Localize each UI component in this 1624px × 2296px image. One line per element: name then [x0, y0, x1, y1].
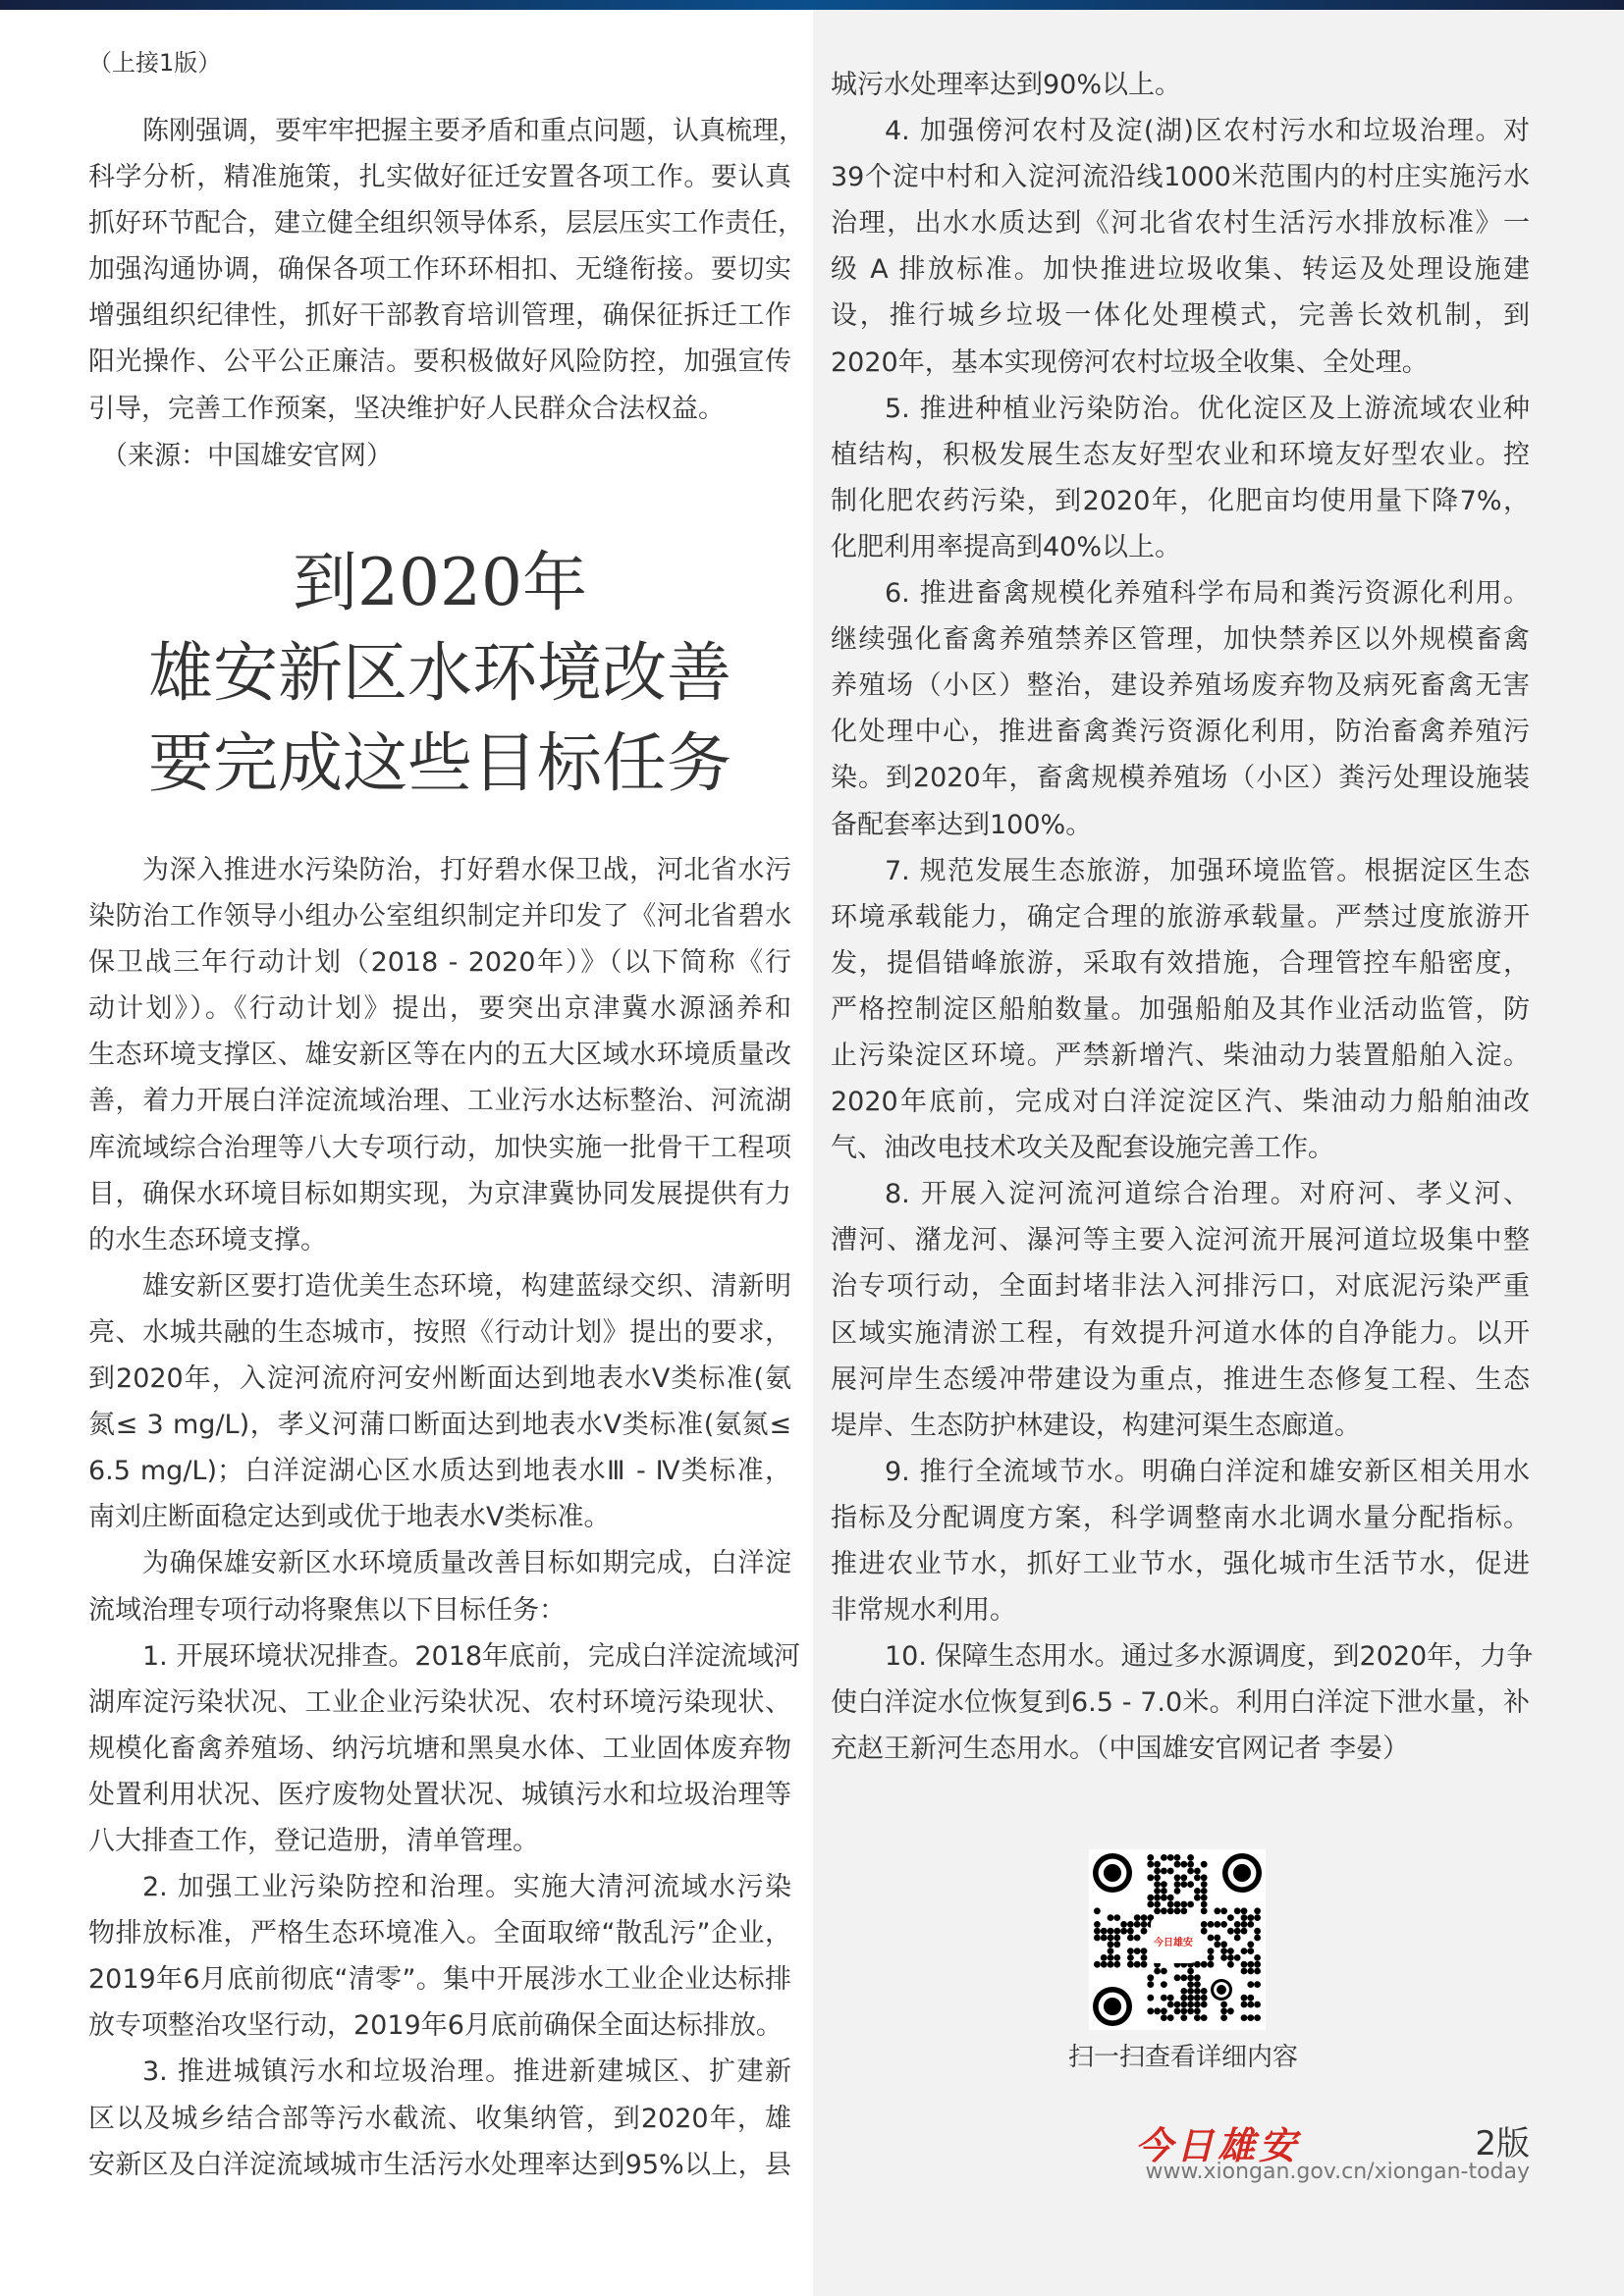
qr-dot: [1214, 1935, 1220, 1942]
qr-dot: [1154, 1968, 1161, 1975]
qr-dot: [1194, 1895, 1201, 1901]
qr-dot: [1227, 1954, 1234, 1961]
qr-dot: [1241, 1921, 1248, 1928]
qr-dot: [1234, 1921, 1241, 1928]
qr-dot: [1141, 1961, 1148, 1968]
text-line: 漕河、潴龙河、瀑河等主要入淀河流开展河道垃圾集中整: [831, 1225, 1530, 1256]
qr-dot: [1247, 2002, 1254, 2008]
qr-dot: [1187, 1854, 1194, 1861]
qr-dot: [1094, 1961, 1101, 1968]
qr-dot: [1254, 1954, 1261, 1961]
text-line: 物排放标准，严格生态环境准入。全面取缔“散乱污”企业，: [88, 1918, 791, 1949]
qr-dot: [1187, 1881, 1194, 1888]
qr-dot: [1247, 1981, 1254, 1988]
qr-dot: [1101, 1961, 1108, 1968]
qr-dot: [1201, 1921, 1208, 1928]
text-line: 设，推行城乡垃圾一体化处理模式，完善长效机制，到: [831, 300, 1530, 332]
text-line: 堤岸、生态防护林建设，构建河渠生态廊道。: [831, 1410, 1361, 1441]
qr-dot: [1201, 2002, 1208, 2008]
text-line: 1. 开展环境状况排查。2018年底前，完成白洋淀流域河: [142, 1640, 801, 1672]
qr-dot: [1120, 1928, 1127, 1935]
qr-dot: [1234, 1935, 1241, 1942]
text-line: 2020年，基本实现傍河农村垃圾全收集、全处理。: [831, 347, 1429, 378]
qr-dot: [1220, 1954, 1227, 1961]
qr-finder-mark: [1217, 1985, 1226, 1995]
qr-dot: [1180, 1881, 1187, 1888]
qr-dot: [1180, 1988, 1187, 1995]
qr-dot: [1254, 2014, 1261, 2021]
qr-dot: [1134, 1948, 1141, 1954]
text-line: 阳光操作、公平公正廉洁。要积极做好风险防控，加强宣传: [88, 347, 791, 378]
text-line: 8. 开展入淀河流河道综合治理。对府河、孝义河、: [885, 1179, 1530, 1210]
qr-dot: [1227, 1914, 1234, 1921]
qr-dot: [1174, 2007, 1181, 2014]
qr-dot: [1254, 1981, 1261, 1988]
qr-dot: [1147, 1995, 1154, 2002]
qr-dot: [1180, 2007, 1187, 2014]
qr-dot: [1254, 1968, 1261, 1975]
qr-dot: [1154, 1874, 1161, 1881]
text-line: 动计划》）。《行动计划》提出，要突出京津冀水源涵养和: [88, 993, 791, 1025]
text-line: 雄安新区要打造优美生态环境，构建蓝绿交织、清新明: [142, 1270, 791, 1302]
top-banner-bar: [0, 0, 1624, 10]
qr-dot: [1174, 1854, 1181, 1861]
text-line: 使白洋淀水位恢复到6.5 - 7.0米。利用白洋淀下泄水量，补: [831, 1687, 1530, 1719]
qr-dot: [1241, 1928, 1248, 1935]
qr-dot: [1113, 1914, 1120, 1921]
text-line: 加强沟通协调，确保各项工作环环相扣、无缝衔接。要切实: [88, 254, 791, 286]
qr-dot: [1167, 1868, 1174, 1875]
qr-dot: [1201, 1907, 1208, 1914]
qr-dot: [1141, 1914, 1148, 1921]
text-line: 制化肥农药污染，到2020年，化肥亩均使用量下降7%，: [831, 485, 1530, 516]
qr-dot: [1141, 1928, 1148, 1935]
text-line: 亮、水城共融的生态城市，按照《行动计划》提出的要求，: [88, 1316, 791, 1348]
qr-dot: [1227, 1928, 1234, 1935]
qr-dot: [1134, 1914, 1141, 1921]
qr-dot: [1180, 1995, 1187, 2002]
text-line: 陈刚强调，要牢牢把握主要矛盾和重点问题，认真梳理，: [142, 116, 805, 146]
qr-dot: [1113, 1941, 1120, 1948]
qr-dot: [1154, 1901, 1161, 1908]
qr-dot: [1161, 1868, 1167, 1875]
qr-dot: [1247, 1961, 1254, 1968]
text-line: 为深入推进水污染防治，打好碧水保卫战，河北省水污: [142, 855, 791, 885]
qr-dot: [1180, 1974, 1187, 1981]
qr-dot: [1141, 1948, 1148, 1954]
qr-dot: [1220, 1948, 1227, 1954]
qr-dot: [1201, 1888, 1208, 1895]
text-line: 生态环境支撑区、雄安新区等在内的五大区域水环境质量改: [88, 1040, 791, 1071]
qr-dot: [1187, 1981, 1194, 1988]
text-line: 止污染淀区环境。严禁新增汽、柴油动力装置船舶入淀。: [831, 1040, 1530, 1071]
qr-dot: [1127, 1928, 1134, 1935]
qr-dot: [1161, 1895, 1167, 1901]
qr-dot: [1187, 1868, 1194, 1875]
qr-dot: [1254, 1914, 1261, 1921]
qr-dot: [1134, 1935, 1141, 1942]
text-line: 9. 推行全流域节水。明确白洋淀和雄安新区相关用水: [885, 1456, 1530, 1487]
qr-dot: [1208, 1921, 1215, 1928]
text-line: 引导，完善工作预案，坚决维护好人民群众合法权益。: [88, 393, 725, 424]
qr-dot: [1127, 1954, 1134, 1961]
qr-dot: [1108, 1914, 1114, 1921]
qr-dot: [1247, 2014, 1254, 2021]
qr-dot: [1187, 2002, 1194, 2008]
article-body-right: [831, 62, 1534, 1772]
qr-dot: [1247, 1968, 1254, 1975]
qr-dot: [1127, 1961, 1134, 1968]
qr-dot: [1161, 1995, 1167, 2002]
text-line: 5. 推进种植业污染防治。优化淀区及上游流域农业种: [885, 393, 1530, 424]
text-line: 区以及城乡结合部等污水截流、收集纳管，到2020年，雄: [88, 2103, 791, 2134]
qr-dot: [1167, 1901, 1174, 1908]
qr-dot: [1214, 1921, 1220, 1928]
title-line: 雄安新区水环境改善: [148, 635, 731, 711]
edition-number: 2版: [1475, 2124, 1530, 2163]
intro-source: （来源：中国雄安官网）: [101, 441, 393, 471]
qr-dot: [1108, 1948, 1114, 1954]
text-line: 增强组织纪律性，抓好干部教育培训管理，确保征拆迁工作: [88, 300, 791, 332]
text-line: 10. 保障生态用水。通过多水源调度，到2020年，力争: [885, 1641, 1534, 1673]
qr-dot: [1174, 1881, 1181, 1888]
qr-dot: [1208, 1935, 1215, 1942]
text-line: 科学分析，精准施策，扎实做好征迁安置各项工作。要认真: [88, 162, 791, 193]
text-line: 植结构，积极发展生态友好型农业和环境友好型农业。控: [831, 439, 1530, 470]
qr-dot: [1247, 1995, 1254, 2002]
text-line: 南刘庄断面稳定达到或优于地表水Ⅴ类标准。: [88, 1502, 611, 1533]
qr-dot: [1113, 1928, 1120, 1935]
qr-dot: [1167, 1854, 1174, 1861]
text-line: 化肥利用率提高到40%以上。: [831, 531, 1182, 562]
qr-dot: [1208, 1948, 1215, 1954]
qr-dot: [1161, 2014, 1167, 2021]
qr-dot: [1180, 2002, 1187, 2008]
qr-dot: [1108, 1954, 1114, 1961]
qr-dot: [1161, 2007, 1167, 2014]
qr-dot: [1167, 1895, 1174, 1901]
qr-dot: [1108, 1961, 1114, 1968]
continued-from-label: （上接1版）: [88, 49, 222, 77]
qr-dot: [1134, 1921, 1141, 1928]
text-line: 推进农业节水，抓好工业节水，强化城市生活节水，促进: [831, 1549, 1530, 1579]
text-line: 处置利用状况、医疗废物处置状况、城镇污水和垃圾治理等: [88, 1779, 791, 1810]
text-line: 到2020年，入淀河流府河安州断面达到地表水Ⅴ类标准(氨: [88, 1363, 791, 1395]
qr-dot: [1220, 1921, 1227, 1928]
qr-dot: [1194, 2014, 1201, 2021]
qr-dot: [1234, 1928, 1241, 1935]
qr-dot: [1108, 1941, 1114, 1948]
qr-dot: [1214, 1907, 1220, 1914]
qr-dot: [1113, 1954, 1120, 1961]
qr-dot: [1113, 1935, 1120, 1942]
qr-dot: [1254, 1928, 1261, 1935]
qr-dot: [1161, 1888, 1167, 1895]
qr-dot: [1214, 1941, 1220, 1948]
article-title: [88, 538, 791, 809]
qr-dot: [1167, 2002, 1174, 2008]
qr-dot: [1194, 2007, 1201, 2014]
qr-dot: [1201, 1901, 1208, 1908]
qr-dot: [1154, 1881, 1161, 1888]
qr-dot: [1187, 2007, 1194, 2014]
qr-dot: [1208, 1954, 1215, 1961]
qr-dot: [1220, 1941, 1227, 1948]
qr-dot: [1094, 1921, 1101, 1928]
text-line: 非常规水利用。: [831, 1595, 1016, 1627]
qr-dot: [1127, 1935, 1134, 1942]
qr-code-image: [1089, 1849, 1266, 2030]
qr-dot: [1174, 1974, 1181, 1981]
text-line: 指标及分配调度方案，科学调整南水北调水量分配指标。: [831, 1502, 1530, 1533]
qr-dot: [1247, 1948, 1254, 1954]
qr-dot: [1161, 1981, 1167, 1988]
qr-dot: [1194, 2002, 1201, 2008]
qr-dot: [1187, 1901, 1194, 1908]
qr-dot: [1161, 1907, 1167, 1914]
text-line: 39个淀中村和入淀河流沿线1000米范围内的村庄实施污水: [831, 162, 1530, 193]
qr-dot: [1180, 2014, 1187, 2021]
qr-dot: [1201, 1861, 1208, 1868]
text-line: 2019年6月底前彻底“清零”。集中开展涉水工业企业达标排: [88, 1964, 791, 1996]
qr-dot: [1154, 1861, 1161, 1868]
qr-dot: [1241, 1995, 1248, 2002]
qr-dot: [1094, 1907, 1101, 1914]
qr-dot: [1194, 1888, 1201, 1895]
text-line: 染。到2020年，畜禽规模养殖场（小区）粪污处理设施装: [831, 763, 1530, 794]
text-line: 环境承载能力，确定合理的旅游承载量。严禁过度旅游开: [831, 901, 1530, 933]
qr-dot: [1187, 1861, 1194, 1868]
qr-dot: [1227, 2007, 1234, 2014]
qr-dot: [1254, 1935, 1261, 1942]
text-line: 氮≤ 3 mg/L)，孝义河蒲口断面达到地表水Ⅴ类标准(氨氮≤: [88, 1410, 791, 1441]
qr-dot: [1201, 1961, 1208, 1968]
text-line: 治理，出水水质达到《河北省农村生活污水排放标准》一: [831, 208, 1530, 240]
qr-dot: [1220, 2002, 1227, 2008]
qr-dot: [1241, 1968, 1248, 1975]
qr-dot: [1241, 1948, 1248, 1954]
qr-dot: [1247, 1921, 1254, 1928]
text-line: 6. 推进畜禽规模化养殖科学布局和粪污资源化利用。: [885, 578, 1530, 610]
qr-dot: [1094, 1928, 1101, 1935]
qr-dot: [1147, 1901, 1154, 1908]
qr-dot: [1180, 1907, 1187, 1914]
text-line: 充赵王新河生态用水。（中国雄安官网记者 李晏）: [831, 1734, 1410, 1765]
qr-dot: [1147, 1861, 1154, 1868]
qr-dot: [1187, 1988, 1194, 1995]
qr-dot: [1167, 1995, 1174, 2002]
qr-dot: [1108, 1935, 1114, 1942]
qr-dot: [1220, 2014, 1227, 2021]
text-line: 4. 加强傍河农村及淀(湖)区农村污水和垃圾治理。对: [885, 116, 1530, 147]
qr-dot: [1147, 1854, 1154, 1861]
qr-dot: [1241, 1907, 1248, 1914]
text-line: 区域实施清淤工程，有效提升河道水体的自净能力。以开: [831, 1317, 1530, 1349]
qr-dot: [1101, 1954, 1108, 1961]
text-line: 气、油改电技术攻关及配套设施完善工作。: [831, 1133, 1334, 1164]
text-line: 6.5 mg/L)；白洋淀湖心区水质达到地表水Ⅲ - Ⅳ类标准，: [88, 1456, 791, 1487]
qr-dot: [1220, 2007, 1227, 2014]
text-line: 湖库淀污染状况、工业企业污染状况、农村环境污染现状、: [88, 1686, 791, 1718]
text-line: 继续强化畜禽养殖禁养区管理，加快禁养区以外规模畜禽: [831, 624, 1530, 656]
qr-dot: [1208, 1961, 1215, 1968]
qr-dot: [1141, 1954, 1148, 1961]
qr-dot: [1154, 1907, 1161, 1914]
text-line: 八大排查工作，登记造册，清单管理。: [88, 1825, 539, 1856]
qr-dot: [1187, 1995, 1194, 2002]
qr-dot: [1254, 1907, 1261, 1914]
qr-dot: [1247, 1941, 1254, 1948]
qr-dot: [1154, 2007, 1161, 2014]
qr-dot: [1201, 1995, 1208, 2002]
qr-dot: [1174, 1907, 1181, 1914]
qr-dot: [1201, 1881, 1208, 1888]
text-line: 发，提倡错峰旅游，采取有效措施，合理管控车船密度，: [831, 947, 1530, 979]
article-body-left: [88, 847, 801, 2188]
qr-dot: [1234, 1954, 1241, 1961]
title-line: 要完成这些目标任务: [148, 725, 731, 801]
website-url[interactable]: www.xiongan.gov.cn/xiongan-today: [1145, 2160, 1530, 2184]
qr-dot: [1241, 1914, 1248, 1921]
qr-dot: [1174, 2002, 1181, 2008]
qr-dot: [1108, 1928, 1114, 1935]
text-line: 的水生态环境支撑。: [88, 1224, 327, 1255]
newspaper-logo: 今日雄安: [1135, 2123, 1301, 2167]
text-line: 养殖场（小区）整治，建设养殖场废弃物及病死畜禽无害: [831, 670, 1530, 702]
qr-dot: [1194, 1868, 1201, 1875]
qr-dot: [1174, 1874, 1181, 1881]
qr-finder-mark: [1233, 1864, 1251, 1882]
qr-center-logo: 今日雄安: [1154, 1938, 1193, 1949]
qr-dot: [1234, 1907, 1241, 1914]
qr-dot: [1194, 1874, 1201, 1881]
text-line: 保卫战三年行动计划（2018 - 2020年）》（以下简称《行: [88, 947, 791, 979]
title-line: 到2020年: [293, 545, 587, 620]
qr-dot: [1141, 1921, 1148, 1928]
qr-dot: [1201, 1928, 1208, 1935]
text-line: 为确保雄安新区水环境质量改善目标如期完成，白洋淀: [142, 1548, 791, 1579]
qr-dot: [1254, 2002, 1261, 2008]
qr-dot: [1174, 1901, 1181, 1908]
qr-dot: [1174, 1861, 1181, 1868]
qr-dot: [1113, 1961, 1120, 1968]
qr-dot: [1220, 1907, 1227, 1914]
text-line: 善，着力开展白洋淀流域治理、工业污水达标整治、河流湖: [88, 1086, 791, 1117]
text-line: 目，确保水环境目标如期实现，为京津冀协同发展提供有力: [88, 1178, 791, 1209]
qr-dot: [1154, 1895, 1161, 1901]
qr-dot: [1147, 1981, 1154, 1988]
qr-dot: [1134, 1961, 1141, 1968]
qr-dot: [1201, 1874, 1208, 1881]
qr-dot: [1194, 1981, 1201, 1988]
qr-dot: [1241, 2014, 1248, 2021]
qr-dot: [1247, 1914, 1254, 1921]
intro-paragraph: [88, 108, 805, 432]
text-line: 放专项整治攻坚行动，2019年6月底前确保全面达标排放。: [88, 2010, 783, 2042]
text-line: 7. 规范发展生态旅游，加强环境监管。根据淀区生态: [885, 855, 1530, 886]
qr-dot: [1201, 2014, 1208, 2021]
qr-dot: [1167, 1907, 1174, 1914]
text-line: 级 A 排放标准。加快推进垃圾收集、转运及处理设施建: [831, 254, 1530, 286]
qr-dot: [1254, 1961, 1261, 1968]
qr-dot: [1161, 1881, 1167, 1888]
text-line: 流域治理专项行动将聚焦以下目标任务：: [88, 1594, 566, 1626]
text-line: 规模化畜禽养殖场、纳污坑塘和黑臭水体、工业固体废弃物: [88, 1733, 791, 1764]
text-line: 库流域综合治理等八大专项行动，加快实施一批骨干工程项: [88, 1132, 791, 1163]
qr-dot: [1187, 1968, 1194, 1975]
text-line: 抓好环节配合，建立健全组织领导体系，层层压实工作责任，: [88, 208, 804, 240]
qr-dot: [1101, 1928, 1108, 1935]
qr-finder-mark: [1104, 1998, 1121, 2015]
qr-dot: [1094, 1935, 1101, 1942]
text-line: 2020年底前，完成对白洋淀淀区汽、柴油动力船舶油改: [831, 1087, 1530, 1118]
qr-dot: [1194, 1988, 1201, 1995]
qr-dot: [1127, 1948, 1134, 1954]
text-line: 安新区及白洋淀流域城市生活污水处理率达到95%以上，县: [88, 2149, 791, 2180]
qr-dot: [1194, 1961, 1201, 1968]
qr-dot: [1187, 1974, 1194, 1981]
text-line: 2. 加强工业污染防控和治理。实施大清河流域水污染: [142, 1872, 791, 1903]
qr-dot: [1101, 1935, 1108, 1942]
qr-dot: [1174, 1888, 1181, 1895]
text-line: 染防治工作领导小组办公室组织制定并印发了《河北省碧水: [88, 901, 791, 933]
text-line: 严格控制淀区船舶数量。加强船舶及其作业活动监管，防: [831, 993, 1530, 1025]
qr-dot: [1161, 1968, 1167, 1975]
text-line: 3. 推进城镇污水和垃圾治理。推进新建城区、扩建新: [142, 2056, 791, 2088]
qr-dot: [1120, 1921, 1127, 1928]
qr-caption: 扫一扫查看详细内容: [1067, 2043, 1298, 2072]
qr-dot: [1241, 1961, 1248, 1968]
qr-finder-mark: [1104, 1864, 1121, 1882]
qr-dot: [1161, 1854, 1167, 1861]
qr-dot: [1147, 1974, 1154, 1981]
qr-dot: [1227, 1961, 1234, 1968]
qr-dot: [1147, 1874, 1154, 1881]
qr-dot: [1147, 2007, 1154, 2014]
qr-dot: [1127, 1921, 1134, 1928]
qr-dot: [1201, 1988, 1208, 1995]
qr-dot: [1180, 1874, 1187, 1881]
text-line: 治专项行动，全面封堵非法入河排污口，对底泥污染严重: [831, 1271, 1530, 1303]
qr-dot: [1167, 2014, 1174, 2021]
qr-dot: [1201, 1895, 1208, 1901]
qr-dot: [1180, 1901, 1187, 1908]
qr-dot: [1241, 2002, 1248, 2008]
qr-dot: [1154, 1888, 1161, 1895]
qr-dot: [1154, 1868, 1161, 1875]
qr-code[interactable]: [1089, 1849, 1266, 2030]
qr-dot: [1227, 1948, 1234, 1954]
qr-dot: [1194, 1995, 1201, 2002]
text-line: 展河岸生态缓冲带建设为重点，推进生态修复工程、生态: [831, 1363, 1530, 1395]
text-line: 城污水处理率达到90%以上。: [831, 70, 1182, 100]
text-line: 备配套率达到100%。: [831, 809, 1093, 840]
qr-dot: [1194, 1974, 1201, 1981]
qr-dot: [1180, 1861, 1187, 1868]
text-line: 化处理中心，推进畜禽粪污资源化利用，防治畜禽养殖污: [831, 717, 1530, 748]
qr-dot: [1147, 1895, 1154, 1901]
